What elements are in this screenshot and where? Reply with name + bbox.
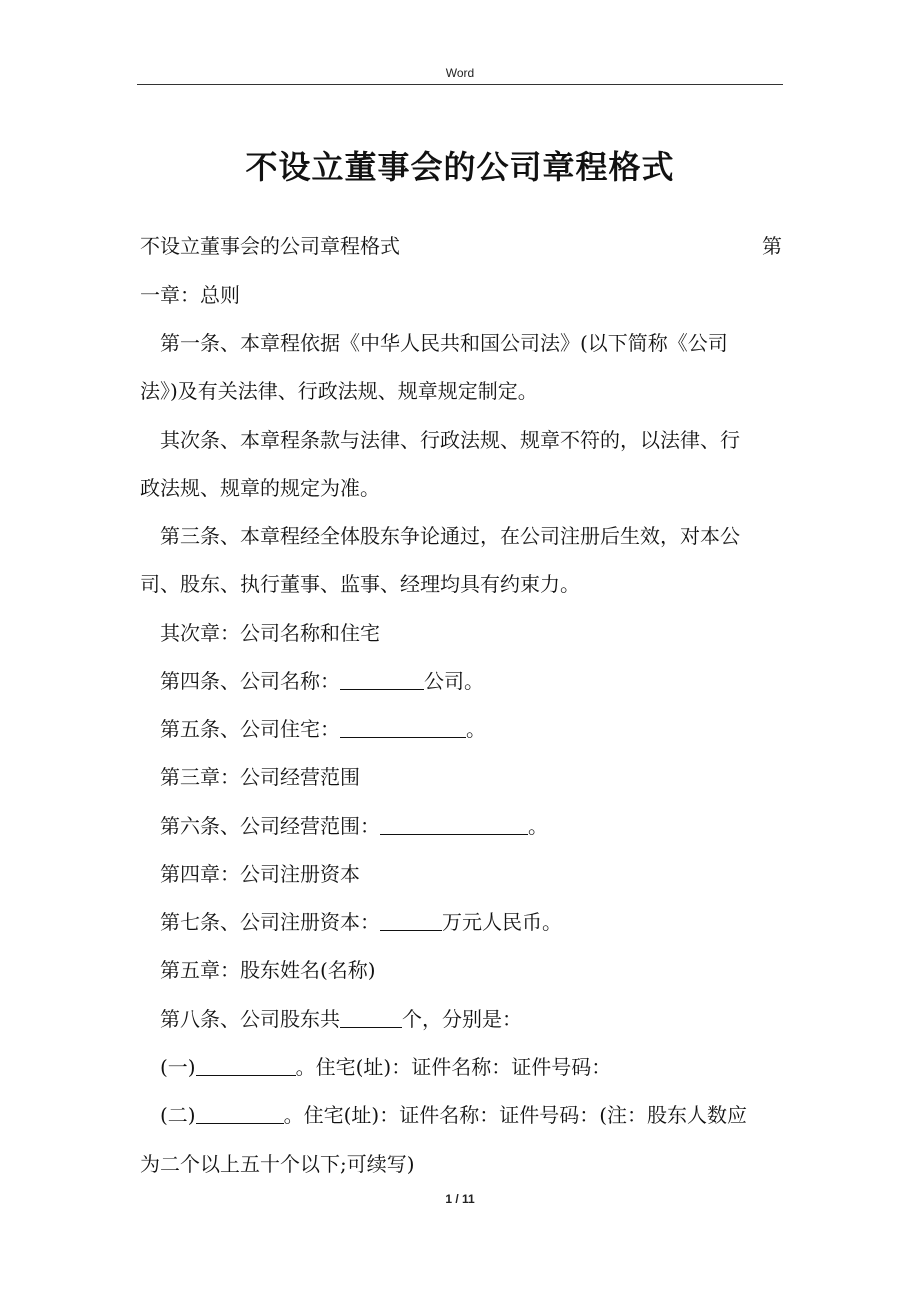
fill-in-blank	[340, 717, 466, 738]
chapter-heading: 其次章：公司名称和住宅	[160, 621, 380, 645]
paragraph-line	[160, 1055, 611, 1079]
clause-text: 万元人民币。	[442, 910, 562, 934]
paragraph-line: 为二个以上五十个以下;可续写)	[140, 1152, 415, 1176]
clause-text: 第七条、公司注册资本：	[160, 910, 380, 934]
clause-text: 。住宅(址)：证件名称：证件号码：(注：股东人数应	[283, 1103, 748, 1127]
clause-text: (一)	[160, 1055, 196, 1079]
paragraph-line: 第一条、本章程依据《中华人民共和国公司法》(以下简称《公司	[160, 331, 728, 355]
chapter-heading: 第三章：公司经营范围	[160, 765, 360, 789]
clause-text: 第四条、公司名称：	[160, 669, 340, 693]
paragraph-line	[160, 1103, 747, 1127]
clause-text: 第五条、公司住宅：	[160, 717, 340, 741]
page-indicator: 1 / 11	[445, 1192, 475, 1206]
header-rule	[137, 84, 783, 85]
clause-text: 。住宅(址)：证件名称：证件号码：	[295, 1055, 612, 1079]
paragraph-line: 不设立董事会的公司章程格式	[140, 234, 400, 258]
fill-in-blank	[196, 1103, 284, 1124]
paragraph-line: 政法规、规章的规定为准。	[140, 476, 380, 500]
paragraph-line: 法》)及有关法律、行政法规、规章规定制定。	[140, 379, 538, 403]
chapter-heading: 一章：总则	[140, 283, 240, 307]
paragraph-line	[160, 1007, 522, 1031]
fill-in-blank	[340, 669, 424, 690]
chapter-heading: 第五章：股东姓名(名称)	[160, 958, 376, 982]
clause-text: 。	[466, 717, 486, 741]
paragraph-line: 其次条、本章程条款与法律、行政法规、规章不符的，以法律、行	[160, 428, 740, 452]
clause-text: 。	[528, 814, 548, 838]
clause-text: 个，分别是：	[402, 1007, 522, 1031]
paragraph-line	[160, 814, 548, 838]
clause-text: 公司。	[424, 669, 484, 693]
paragraph-line: 司、股东、执行董事、监事、经理均具有约束力。	[140, 572, 580, 596]
fill-in-blank	[196, 1055, 296, 1076]
fill-in-blank	[380, 814, 528, 835]
clause-text: 第六条、公司经营范围：	[160, 814, 380, 838]
paragraph-line	[160, 669, 484, 693]
paragraph-line	[160, 717, 486, 741]
fill-in-blank	[340, 1007, 402, 1028]
chapter-heading: 第四章：公司注册资本	[160, 862, 360, 886]
paragraph-line: 第	[762, 234, 782, 258]
clause-text: (二)	[160, 1103, 196, 1127]
paragraph-line: 第三条、本章程经全体股东争论通过，在公司注册后生效，对本公	[160, 524, 740, 548]
fill-in-blank	[380, 910, 442, 931]
paragraph-line	[160, 910, 562, 934]
page-header-label: Word	[445, 66, 475, 80]
clause-text: 第八条、公司股东共	[160, 1007, 340, 1031]
document-title: 不设立董事会的公司章程格式	[245, 148, 675, 186]
